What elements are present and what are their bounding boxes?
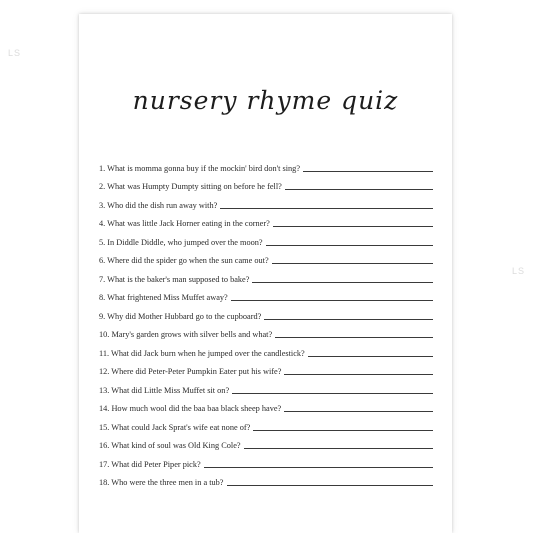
question-text: 1. What is momma gonna buy if the mockin' bird don't sing? [99, 163, 301, 173]
question-text: 10. Mary's garden grows with silver bells and what? [99, 330, 273, 339]
question-item [99, 322, 433, 341]
question-item [99, 396, 433, 415]
question-item [99, 174, 433, 193]
question-item [99, 451, 433, 470]
question-item [99, 248, 433, 267]
question-text: 16. What kind of soul was Old King Cole? [99, 441, 241, 450]
quiz-card [79, 14, 452, 533]
answer-line [303, 171, 433, 172]
question-item [99, 303, 433, 322]
question-item [99, 211, 433, 230]
question-text: 11. What did Jack burn when he jumped over the candlestick? [99, 348, 305, 358]
answer-line [204, 467, 433, 468]
question-item [99, 377, 433, 396]
question-text: 8. What frightened Miss Muffet away? [99, 293, 228, 302]
question-item [99, 433, 433, 452]
question-item [99, 155, 433, 174]
answer-line [273, 226, 433, 227]
question-text: 15. What could Jack Sprat's wife eat none of? [99, 422, 251, 432]
answer-line [252, 282, 433, 283]
question-text: 14. How much wool did the baa baa black sheep have? [99, 404, 282, 413]
question-text: 13. What did Little Miss Muffet sit on? [99, 385, 230, 395]
question-text: 3. Who did the dish run away with? [99, 200, 218, 210]
question-text: 9. Why did Mother Hubbard go to the cupboard? [99, 311, 262, 321]
watermark-right: LS [511, 266, 525, 276]
answer-line [232, 393, 433, 394]
answer-line [284, 411, 433, 412]
answer-line [264, 319, 433, 320]
question-item [99, 192, 433, 211]
question-text: 12. Where did Peter-Peter Pumpkin Eater put his wife? [99, 367, 282, 376]
answer-line [220, 208, 433, 209]
answer-line [272, 263, 433, 264]
answer-line [244, 448, 433, 449]
question-list [99, 155, 433, 488]
question-text: 4. What was little Jack Horner eating in the corner? [99, 219, 270, 228]
question-text: 18. Who were the three men in a tub? [99, 478, 224, 487]
question-item [99, 229, 433, 248]
answer-line [275, 337, 433, 338]
watermark-left: LS [8, 48, 22, 58]
question-text: 17. What did Peter Piper pick? [99, 459, 201, 469]
answer-line [308, 356, 433, 357]
question-item [99, 359, 433, 378]
question-item [99, 340, 433, 359]
page-title: nursery rhyme quiz [132, 86, 399, 115]
answer-line [231, 300, 433, 301]
question-item [99, 414, 433, 433]
answer-line [266, 245, 433, 246]
question-text: 2. What was Humpty Dumpty sitting on before he fell? [99, 182, 282, 191]
question-text: 5. In Diddle Diddle, who jumped over the moon? [99, 237, 263, 247]
question-item [99, 470, 433, 489]
question-text: 7. What is the baker's man supposed to bake? [99, 274, 250, 284]
answer-line [227, 485, 434, 486]
answer-line [284, 374, 433, 375]
question-item [99, 266, 433, 285]
answer-line [253, 430, 433, 431]
question-text: 6. Where did the spider go when the sun came out? [99, 256, 269, 265]
answer-line [285, 189, 433, 190]
question-item [99, 285, 433, 304]
